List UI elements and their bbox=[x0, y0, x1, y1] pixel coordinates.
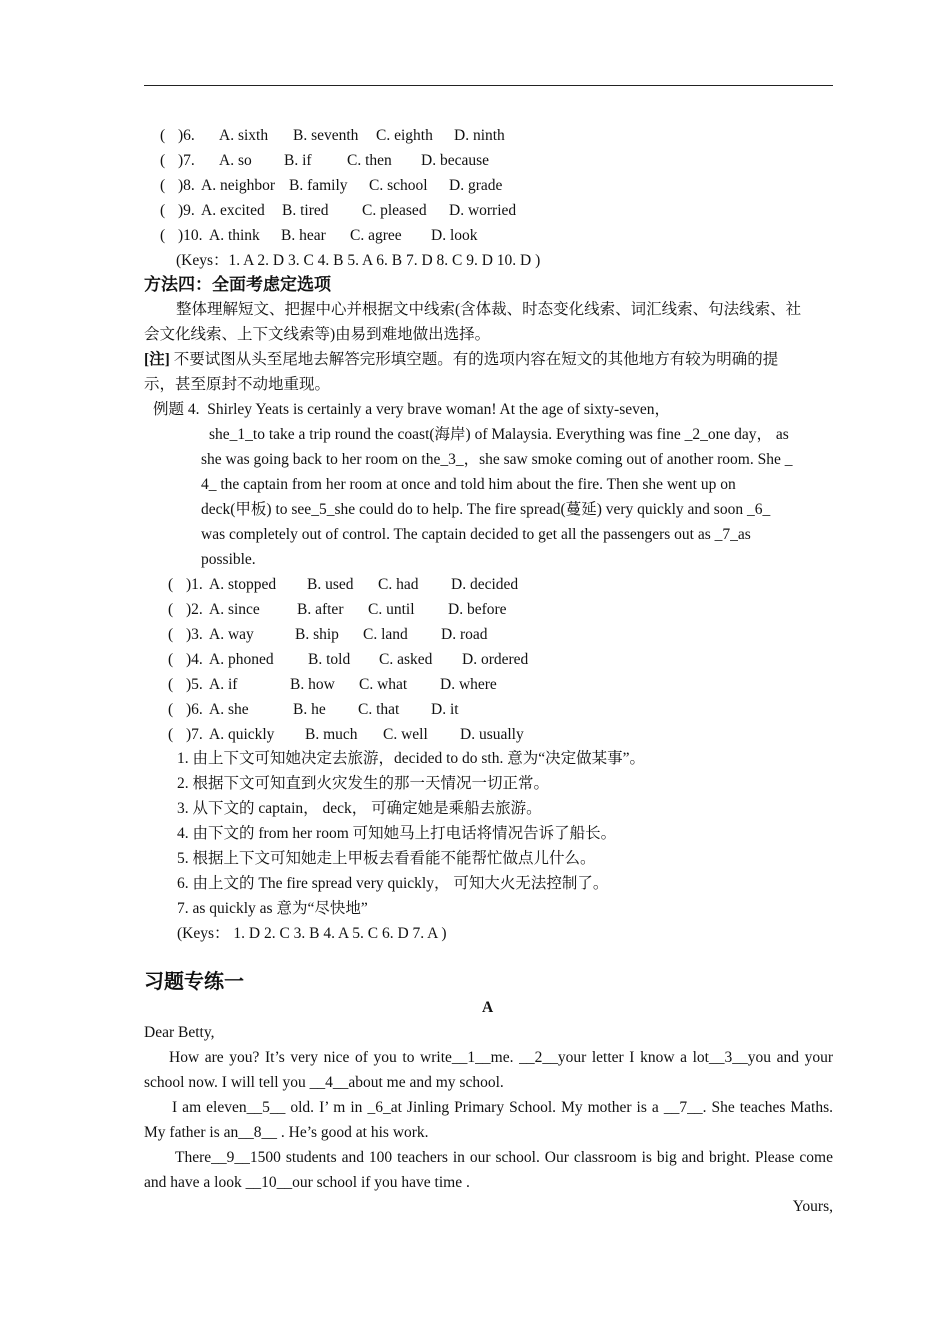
answer-paren[interactable]: ( bbox=[160, 202, 166, 219]
answer-keys-1: (Keys：1. A 2. D 3. C 4. B 5. A 6. B 7. D 8. C 9. D 10. D ) bbox=[176, 252, 541, 269]
question-item bbox=[160, 126, 505, 146]
option-b: B. hear bbox=[281, 227, 326, 244]
example-label: 例题 4. bbox=[153, 401, 200, 418]
question-item bbox=[168, 575, 518, 595]
answer-paren[interactable]: ( bbox=[160, 177, 166, 194]
explanation-item: 2. 根据下文可知直到火灾发生的那一天情况一切正常。 bbox=[177, 775, 550, 792]
blank-8[interactable]: __8__ bbox=[238, 1124, 278, 1141]
section-heading: 习题专练一 bbox=[144, 969, 244, 993]
option-a: A. neighbor bbox=[201, 177, 276, 194]
question-number: )9. bbox=[178, 202, 195, 219]
option-d: D. decided bbox=[451, 576, 519, 593]
blank-6[interactable]: _6_at bbox=[367, 1099, 402, 1116]
option-b: B. tired bbox=[282, 202, 329, 219]
option-b: B. he bbox=[293, 701, 326, 718]
answer-paren[interactable]: ( bbox=[160, 227, 166, 244]
example-line-7: possible. bbox=[201, 551, 256, 568]
question-item bbox=[160, 201, 516, 221]
option-d: D. ninth bbox=[454, 127, 505, 144]
letter-paragraph-3: There__9__1500 students and 100 teachers in our school. Our classroom is big and bright. Please come and have a look __10__our school if you have time . bbox=[144, 1149, 833, 1191]
option-b: B. much bbox=[305, 726, 358, 743]
explanation-item: 1. 由上下文可知她决定去旅游，decided to do sth. 意为“决定做某事”。 bbox=[177, 750, 645, 767]
header-rule bbox=[144, 85, 833, 86]
option-b: B. ship bbox=[295, 626, 339, 643]
blank-5[interactable]: _5_ bbox=[311, 501, 335, 518]
option-c: C. pleased bbox=[362, 202, 427, 219]
note-line-cont: 示，甚至原封不动地重现。 bbox=[144, 376, 331, 393]
example-line-3: she was going back to her room on the_3_，she saw smoke coming out of another room. She _ bbox=[201, 451, 793, 468]
option-a: A. if bbox=[209, 676, 238, 693]
option-d: D. ordered bbox=[462, 651, 529, 668]
option-c: C. had bbox=[378, 576, 419, 593]
question-item bbox=[168, 675, 497, 695]
answer-paren[interactable]: ( bbox=[160, 127, 166, 144]
blank-3[interactable]: __3__ bbox=[708, 1049, 748, 1066]
option-c: C. land bbox=[363, 626, 408, 643]
question-item bbox=[160, 226, 478, 246]
answer-paren[interactable]: ( bbox=[168, 651, 174, 668]
question-item bbox=[160, 151, 489, 171]
question-number: )5. bbox=[186, 676, 203, 693]
option-c: C. well bbox=[383, 726, 428, 743]
example-text: Shirley Yeats is certainly a very brave woman! At the age of sixty-seven， bbox=[207, 401, 670, 418]
question-number: )4. bbox=[186, 651, 203, 668]
question-item bbox=[168, 650, 528, 670]
option-b: B. seventh bbox=[293, 127, 359, 144]
blank-2[interactable]: __2__ bbox=[519, 1049, 558, 1066]
letter-closing: Yours, bbox=[792, 1198, 833, 1215]
question-number: )6. bbox=[178, 127, 195, 144]
option-b: B. told bbox=[308, 651, 351, 668]
question-number: )2. bbox=[186, 601, 203, 618]
option-d: D. because bbox=[421, 152, 489, 169]
blank-5[interactable]: __5__ bbox=[246, 1099, 286, 1116]
option-a: A. think bbox=[209, 227, 260, 244]
option-b: B. if bbox=[284, 152, 312, 169]
question-number: )6. bbox=[186, 701, 203, 718]
explanation-item: 4. 由下文的 from her room 可知她马上打电话将情况告诉了船长。 bbox=[177, 825, 617, 842]
option-a: A. so bbox=[219, 152, 252, 169]
answer-paren[interactable]: ( bbox=[168, 701, 174, 718]
example-line-6: was completely out of control. The captain decided to get all the passengers out as _7_as bbox=[201, 526, 751, 543]
question-number: )7. bbox=[178, 152, 195, 169]
blank-3[interactable]: _3_ bbox=[440, 451, 464, 468]
option-d: D. grade bbox=[449, 177, 503, 194]
note-line bbox=[144, 350, 778, 370]
option-c: C. school bbox=[369, 177, 428, 194]
blank-10[interactable]: __10__ bbox=[245, 1174, 293, 1191]
answer-paren[interactable]: ( bbox=[168, 601, 174, 618]
option-d: D. where bbox=[440, 676, 497, 693]
question-item bbox=[168, 725, 524, 745]
question-number: )10. bbox=[178, 227, 203, 244]
example-line-1 bbox=[153, 400, 670, 420]
option-a: A. sixth bbox=[219, 127, 269, 144]
example-line-5: deck(甲板) to see_5_she could do to help. The fire spread(蔓延) very quickly and soon _6_ bbox=[201, 501, 771, 518]
option-d: D. road bbox=[441, 626, 488, 643]
blank-1[interactable]: _1_ bbox=[229, 426, 253, 443]
method-paragraph-cont: 会文化线索、上下文线索等)由易到难地做出选择。 bbox=[144, 326, 491, 343]
option-a: A. excited bbox=[201, 202, 265, 219]
question-number: )3. bbox=[186, 626, 203, 643]
question-item bbox=[160, 176, 502, 196]
answer-paren[interactable]: ( bbox=[160, 152, 166, 169]
option-a: A. stopped bbox=[209, 576, 277, 593]
option-c: C. what bbox=[359, 676, 408, 693]
option-c: C. then bbox=[347, 152, 392, 169]
option-c: C. eighth bbox=[376, 127, 433, 144]
option-d: D. before bbox=[448, 601, 507, 618]
passage-label: A bbox=[482, 999, 494, 1016]
answer-paren[interactable]: ( bbox=[168, 576, 174, 593]
example-line-2: she_1_to take a trip round the coast(海岸) of Malaysia. Everything was fine _2_one day， as bbox=[209, 426, 789, 443]
question-number: )1. bbox=[186, 576, 203, 593]
letter-paragraph-2: I am eleven__5__ old. I’ m in _6_at Jinling Primary School. My mother is a __7__. She teaches Maths. My father is an__8__ . He’s good at his work. bbox=[144, 1099, 834, 1141]
explanation-item: 7. as quickly as 意为“尽快地” bbox=[177, 900, 368, 917]
option-a: A. since bbox=[209, 601, 260, 618]
option-a: A. way bbox=[209, 626, 254, 643]
question-item bbox=[168, 625, 488, 645]
question-number: )7. bbox=[186, 726, 203, 743]
method-heading: 方法四：全面考虑定选项 bbox=[144, 275, 331, 295]
explanation-item: 6. 由上文的 The fire spread very quickly， 可知大火无法控制了。 bbox=[177, 875, 609, 892]
question-item bbox=[168, 600, 507, 620]
option-b: B. used bbox=[307, 576, 354, 593]
option-b: B. after bbox=[297, 601, 344, 618]
example-line-4: 4_ the captain from her room at once and told him about the fire. Then she went up on bbox=[201, 476, 736, 493]
explanation-item: 5. 根据上下文可知她走上甲板去看看能不能帮忙做点儿什么。 bbox=[177, 850, 596, 867]
option-d: D. usually bbox=[460, 726, 524, 743]
question-number: )8. bbox=[178, 177, 195, 194]
option-b: B. how bbox=[290, 676, 335, 693]
letter-greeting: Dear Betty, bbox=[144, 1024, 215, 1041]
note-tag: [注] bbox=[144, 351, 170, 368]
note-text: 不要试图从头至尾地去解答完形填空题。有的选项内容在短文的其他地方有较为明确的提 bbox=[169, 351, 779, 368]
option-d: D. it bbox=[431, 701, 459, 718]
blank-4[interactable]: __4__ bbox=[309, 1074, 349, 1091]
blank-7[interactable]: __7__ bbox=[663, 1099, 703, 1116]
option-d: D. worried bbox=[449, 202, 517, 219]
answer-paren[interactable]: ( bbox=[168, 626, 174, 643]
option-a: A. quickly bbox=[209, 726, 275, 743]
option-b: B. family bbox=[289, 177, 348, 194]
letter-paragraph-1: How are you? It’s very nice of you to write__1__me. __2__your letter I know a lot__3__you and your school now. I will tell you __4__about me and my school. bbox=[144, 1049, 833, 1091]
blank-7[interactable]: _7_ bbox=[714, 526, 738, 543]
blank-6[interactable]: _6_ bbox=[746, 501, 771, 518]
option-c: C. agree bbox=[350, 227, 402, 244]
option-c: C. until bbox=[368, 601, 415, 618]
answer-keys-2: (Keys： 1. D 2. C 3. B 4. A 5. C 6. D 7. A ) bbox=[177, 925, 447, 942]
answer-paren[interactable]: ( bbox=[168, 676, 174, 693]
blank-4-start[interactable]: _ bbox=[784, 451, 793, 468]
option-a: A. phoned bbox=[209, 651, 274, 668]
explanation-item: 3. 从下文的 captain， deck， 可确定她是乘船去旅游。 bbox=[177, 800, 542, 817]
option-c: C. that bbox=[358, 701, 400, 718]
option-d: D. look bbox=[431, 227, 478, 244]
option-c: C. asked bbox=[379, 651, 433, 668]
blank-1[interactable]: __1__ bbox=[451, 1049, 491, 1066]
method-paragraph: 整体理解短文、把握中心并根据文中线索(含体裁、时态变化线索、词汇线索、句法线索、社 bbox=[176, 301, 802, 318]
blank-2[interactable]: _2_ bbox=[684, 426, 708, 443]
option-a: A. she bbox=[209, 701, 249, 718]
question-item bbox=[168, 700, 459, 720]
answer-paren[interactable]: ( bbox=[168, 726, 174, 743]
blank-9[interactable]: __9__ bbox=[211, 1149, 250, 1166]
blank-4[interactable]: 4_ bbox=[201, 476, 217, 493]
